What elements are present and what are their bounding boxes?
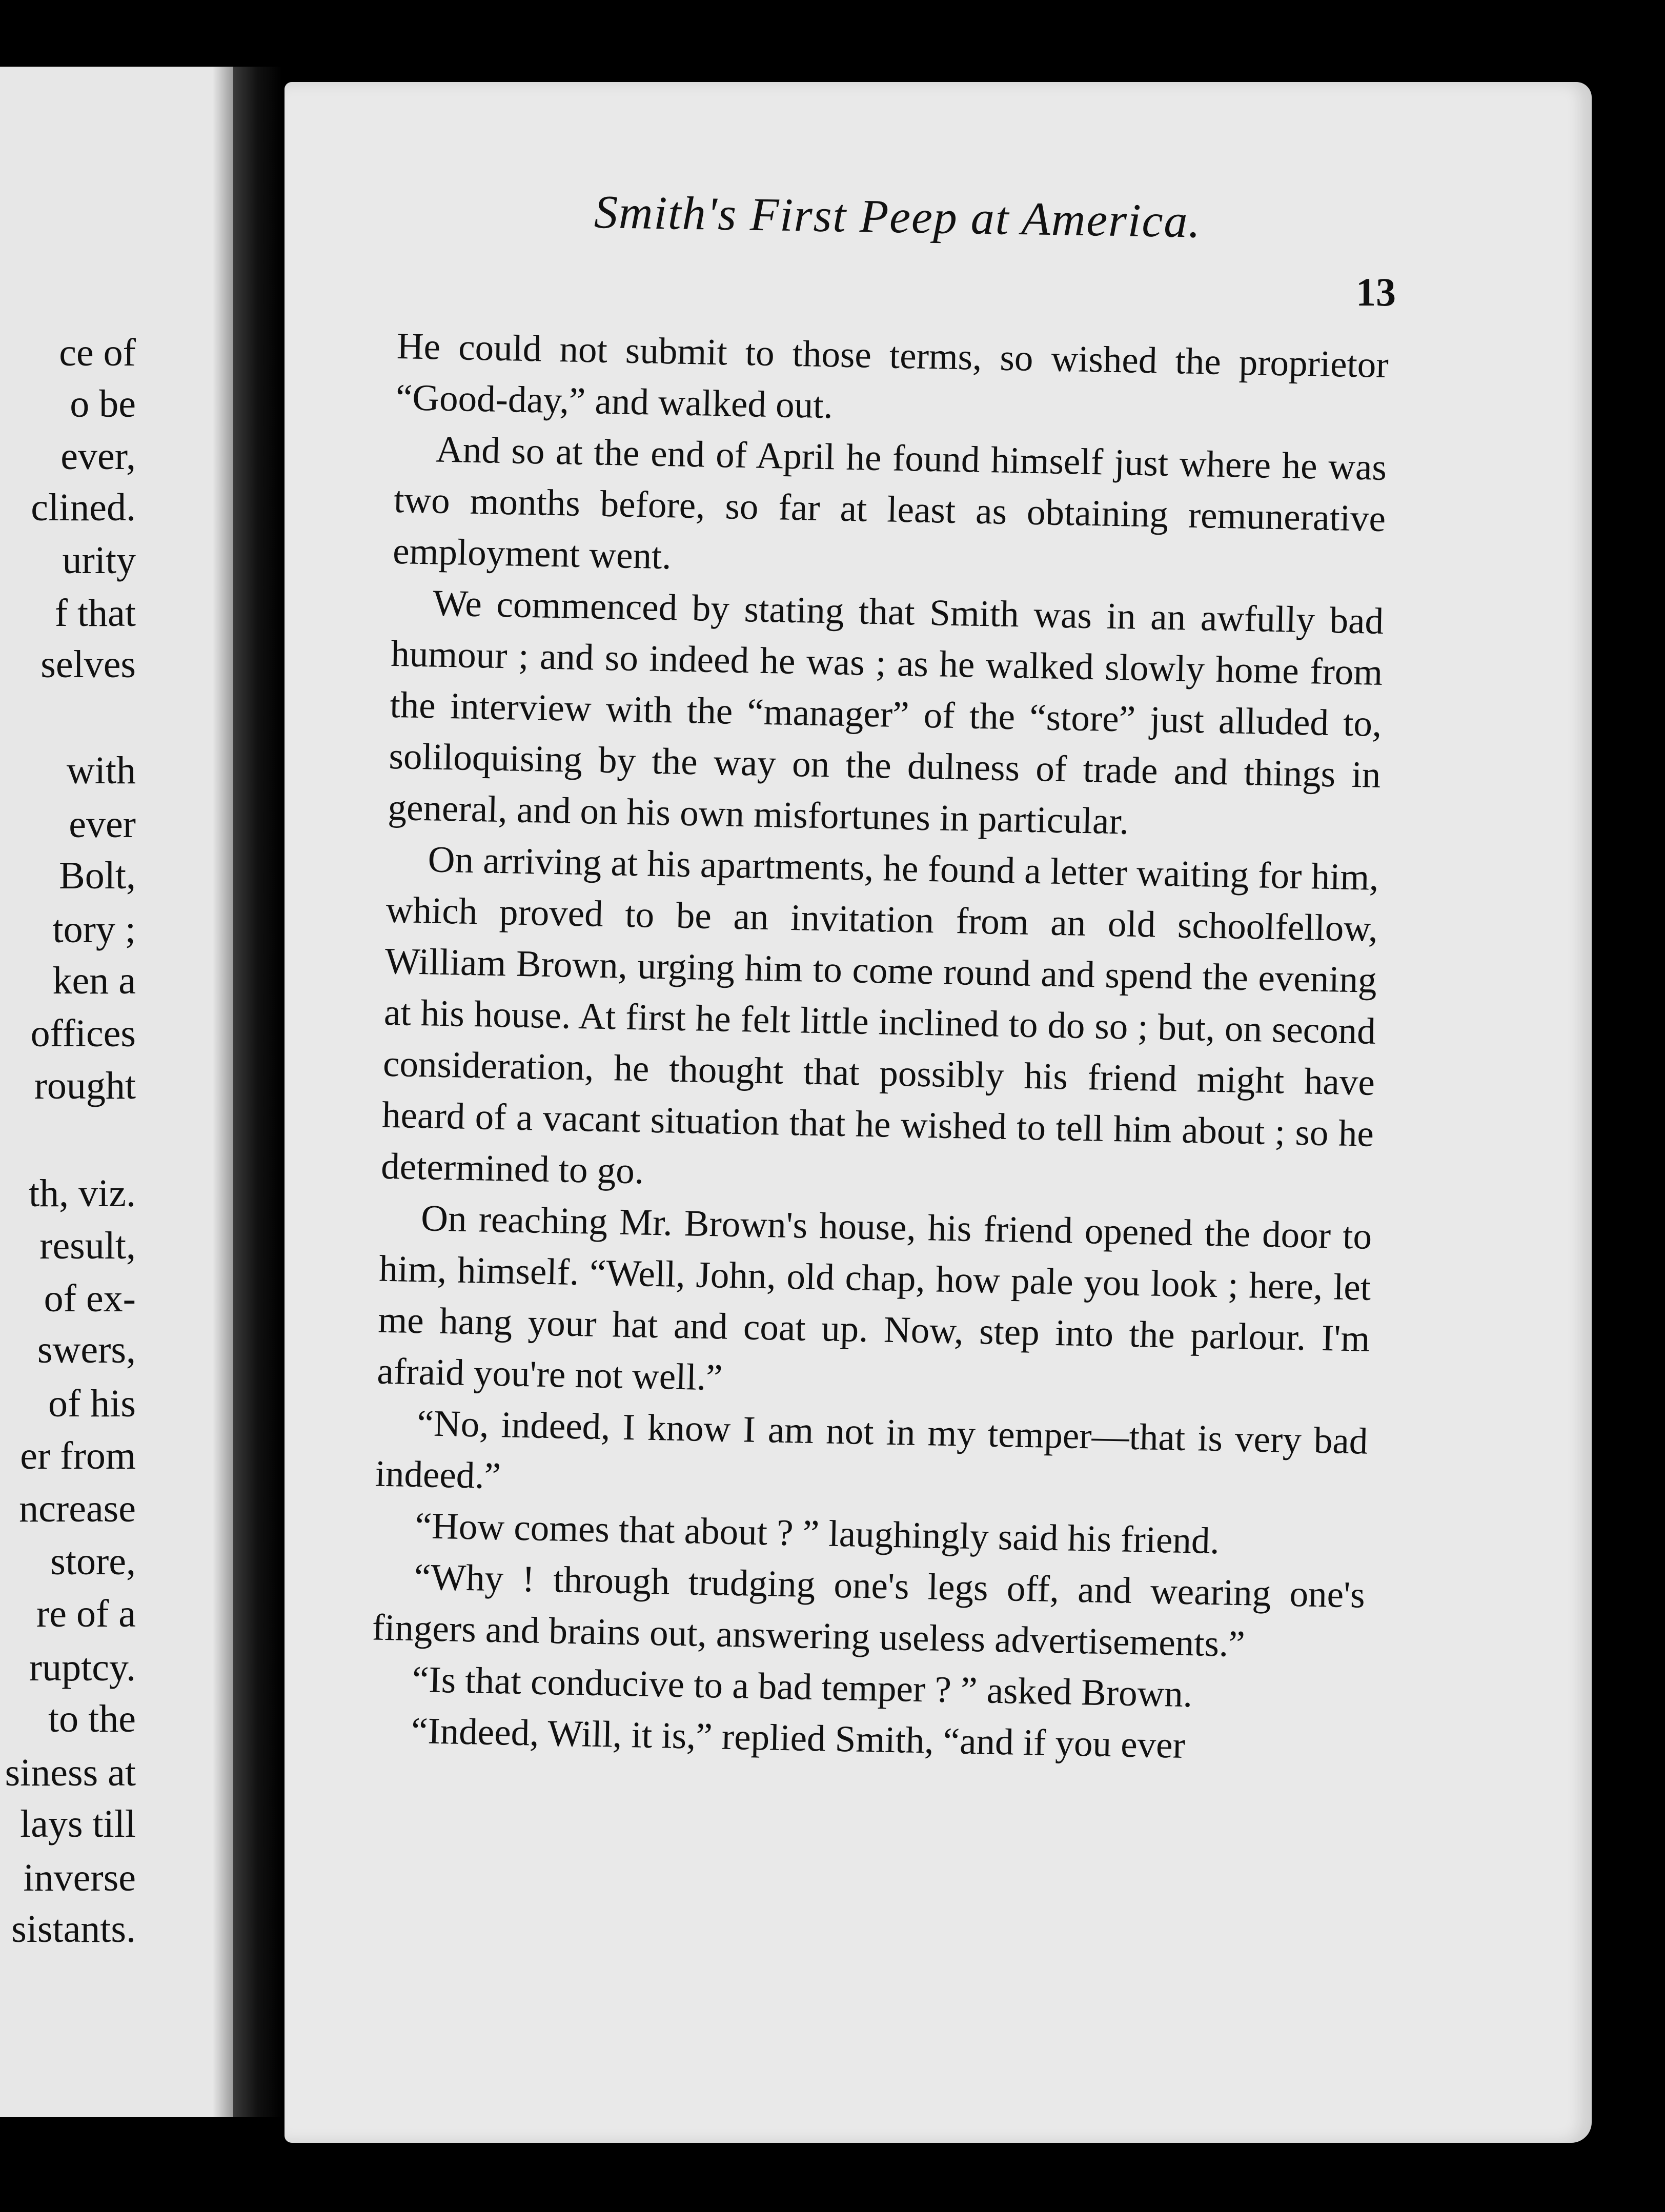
left-page-line: Bolt, xyxy=(59,854,136,897)
left-page-line: of ex- xyxy=(44,1277,136,1320)
left-page-line: ken a xyxy=(52,959,136,1002)
left-page-line: swers, xyxy=(37,1328,136,1371)
paragraph: “Is that conducive to a bad temper ? ” asked Brown. xyxy=(412,1658,1193,1715)
paragraph: And so at the end of April he found himself just where he was two months before, so far at least as obtaining remunerative employment went. xyxy=(392,428,1387,577)
left-page-line: lays till xyxy=(20,1802,136,1845)
left-page-line: th, viz. xyxy=(29,1172,136,1215)
left-page-line: o be xyxy=(70,382,136,425)
left-page-line: inverse xyxy=(23,1856,136,1899)
paragraph: On reaching Mr. Brown's house, his friend opened the door to him, himself. “Well, John, old chap, how pale you look ; here, let me hang your hat and coat up. Now, step into the parlour. I'm afraid you're not well.” xyxy=(376,1197,1372,1398)
left-page-line: tory ; xyxy=(52,908,136,951)
left-page-line: result, xyxy=(39,1224,136,1267)
paragraph: “How comes that about ? ” laughingly said his friend. xyxy=(415,1505,1220,1562)
running-title: Smith's First Peep at America. xyxy=(594,185,1202,248)
scan-border-bottom xyxy=(0,2148,1665,2212)
left-page-line: sistants. xyxy=(11,1907,136,1951)
left-page-line: to the xyxy=(48,1697,136,1740)
paragraph: “No, indeed, I know I am not in my temper—that is very bad indeed.” xyxy=(375,1402,1369,1497)
paragraph: “Indeed, Will, it is,” replied Smith, “and if you ever xyxy=(411,1710,1186,1767)
paragraph: We commenced by stating that Smith was in an awfully bad humour ; and so indeed he was ; as he walked slowly home from the interview with the “manager” of the “store” just alluded to, soliloquising by the way on the dulness of trade and things in general, and on his own misfortunes in particular. xyxy=(387,582,1384,842)
left-page-line: ruptcy. xyxy=(29,1646,136,1689)
paragraph: He could not submit to those terms, so wished the proprietor “Good-day,” and walked out. xyxy=(395,324,1389,427)
gutter-shadow xyxy=(213,67,233,2117)
left-page-line: rought xyxy=(34,1064,136,1107)
body-text xyxy=(370,320,1389,1775)
left-page-line: store, xyxy=(50,1540,136,1583)
paragraph: “Why ! through trudging one's legs off, and wearing one's fingers and brains out, answering useless advertisements.” xyxy=(372,1556,1366,1665)
scan-border-right xyxy=(1592,0,1665,2212)
left-page-line: re of a xyxy=(36,1592,136,1635)
left-page-line: ever xyxy=(69,803,136,846)
left-page-line: offices xyxy=(30,1012,136,1055)
left-page-line: f that xyxy=(54,592,136,635)
left-facing-page xyxy=(0,67,233,2117)
left-page-line: with xyxy=(66,749,136,792)
paragraph: On arriving at his apartments, he found a letter waiting for him, which proved to be an invitation from an old schoolfellow, William Brown, urging him to come round and spend the evening at his house. At first he felt little inclined to do so ; but, on second consideration, he thought that possibly his friend might have heard of a vacant situation that he wished to tell him about ; so he determined to go. xyxy=(380,838,1379,1192)
left-page-line: ncrease xyxy=(19,1487,136,1530)
left-page-line: siness at xyxy=(5,1751,136,1794)
left-page-line: ever, xyxy=(60,435,136,478)
book-binding xyxy=(233,67,282,2117)
left-page-line: urity xyxy=(62,539,136,582)
left-page-line: of his xyxy=(48,1382,136,1425)
left-page-line: selves xyxy=(40,643,136,686)
left-page-line: ce of xyxy=(59,331,136,374)
left-page-line: clined. xyxy=(31,486,136,529)
left-page-line: er from xyxy=(20,1434,136,1477)
page-number: 13 xyxy=(1356,270,1396,314)
